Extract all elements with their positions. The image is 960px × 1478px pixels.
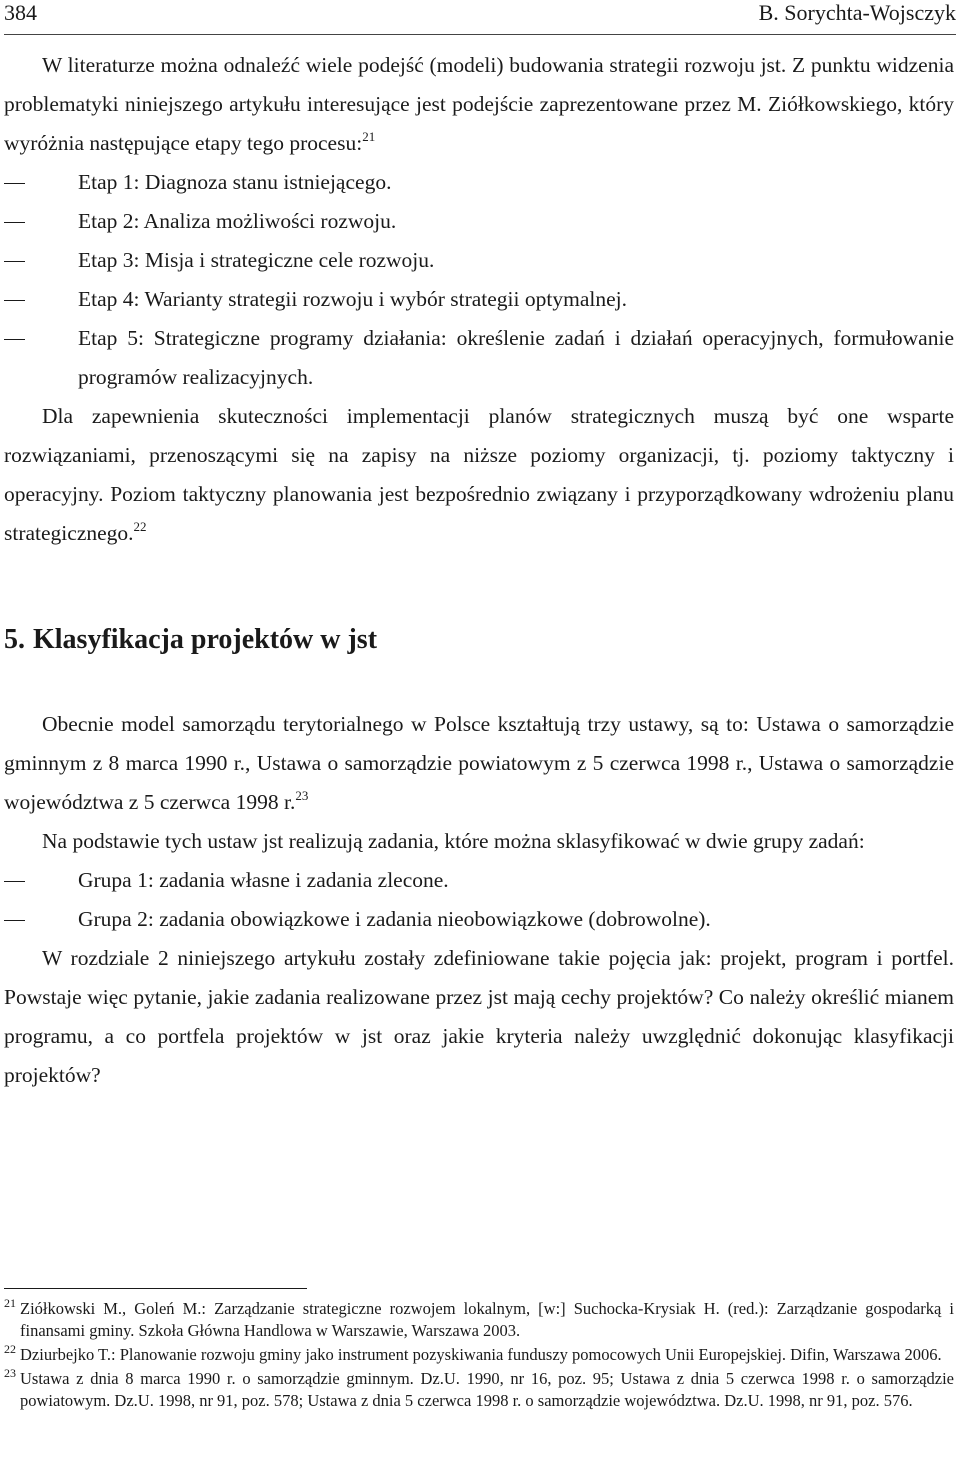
paragraph [4,397,954,553]
paragraph [4,822,954,861]
footnote-text: Ziółkowski M., Goleń M.: Zarządzanie strategiczne rozwojem lokalnym, [w:] Suchocka-Krysiak H. (red.): Zarządzanie gospodarką i finansami gminy. Szkoła Główna Handlowa w Warszawie, Warszawa 2003. [20,1299,954,1340]
footnote-ref: 21 [362,129,376,144]
footnote-ref: 23 [295,788,309,803]
stages-list [4,163,954,397]
footnote [4,1298,954,1342]
list-item: Etap 5: Strategiczne programy działania: określenie zadań i działań operacyjnych, formułowanie programów realizacyjnych. [4,319,954,397]
list-item: Etap 3: Misja i strategiczne cele rozwoju. [4,241,954,280]
footnote-separator [4,1288,307,1289]
page-number: 384 [4,0,37,25]
paragraph-text: Obecnie model samorządu terytorialnego w Polsce kształtują trzy ustawy, są to: Ustawa o samorządzie gminnym z 8 marca 1990 r., Ustawa o samorządzie powiatowym z 5 czerwca 1998 r., Ustawa o samorządzie województwa z 5 czerwca 1998 r. [4,712,954,814]
paragraph [4,705,954,822]
footnotes [4,1298,954,1414]
section-heading [4,623,954,657]
paragraph-text: Dla zapewnienia skuteczności implementacji planów strategicznych muszą być one wsparte rozwiązaniami, przenoszącymi się na zapisy na niższe poziomy organizacji, tj. poziomy taktyczny i operacyjny. Poziom taktyczny planowania jest bezpośrednio związany i przyporządkowany wdrożeniu planu strategicznego. [4,404,954,545]
list-item: Etap 4: Warianty strategii rozwoju i wybór strategii optymalnej. [4,280,954,319]
main-text [4,46,954,1095]
groups-list [4,861,954,939]
footnote-text: Dziurbejko T.: Planowanie rozwoju gminy jako instrument pozyskiwania funduszy pomocowych Unii Europejskiej. Difin, Warszawa 2006. [20,1345,942,1364]
footnote [4,1344,954,1366]
paragraph-text: W literaturze można odnaleźć wiele podejść (modeli) budowania strategii rozwoju jst. Z punktu widzenia problematyki niniejszego artykułu interesujące jest podejście zaprezentowane przez M. Ziółkowskiego, który wyróżnia następujące etapy tego procesu: [4,53,954,155]
footnote-text: Ustawa z dnia 8 marca 1990 r. o samorządzie gminnym. Dz.U. 1990, nr 16, poz. 95; Ustawa z dnia 5 czerwca 1998 r. o samorządzie powiatowym. Dz.U. 1998, nr 91, poz. 578; Ustawa z dnia 5 czerwca 1998 r. o samorządzie województwa. Dz.U. 1998, nr 91, poz. 576. [20,1369,954,1410]
paragraph-text: Na podstawie tych ustaw jst realizują zadania, które można sklasyfikować w dwie grupy zadań: [42,829,865,853]
footnote-ref: 22 [133,519,147,534]
paragraph [4,939,954,1095]
section-number: 5. [4,624,25,655]
running-head-author: B. Sorychta-Wojsczyk [758,0,956,25]
footnote [4,1368,954,1412]
list-item: Etap 1: Diagnoza stanu istniejącego. [4,163,954,202]
paragraph-text: W rozdziale 2 niniejszego artykułu zostały zdefiniowane takie pojęcia jak: projekt, program i portfel. Powstaje więc pytanie, jakie zadania realizowane przez jst mają cechy projektów? Co należy określić mianem programu, a co portfela projektów w jst oraz jakie kryteria należy uwzględnić dokonując klasyfikacji projektów? [4,946,954,1087]
list-item: Grupa 2: zadania obowiązkowe i zadania nieobowiązkowe (dobrowolne). [4,900,954,939]
list-item: Grupa 1: zadania własne i zadania zlecone. [4,861,954,900]
paragraph [4,46,954,163]
footnote-number: 22 [4,1342,16,1356]
section-title: Klasyfikacja projektów w jst [33,624,378,655]
footnote-number: 23 [4,1366,16,1380]
page-header [4,0,956,35]
list-item: Etap 2: Analiza możliwości rozwoju. [4,202,954,241]
footnote-number: 21 [4,1296,16,1310]
